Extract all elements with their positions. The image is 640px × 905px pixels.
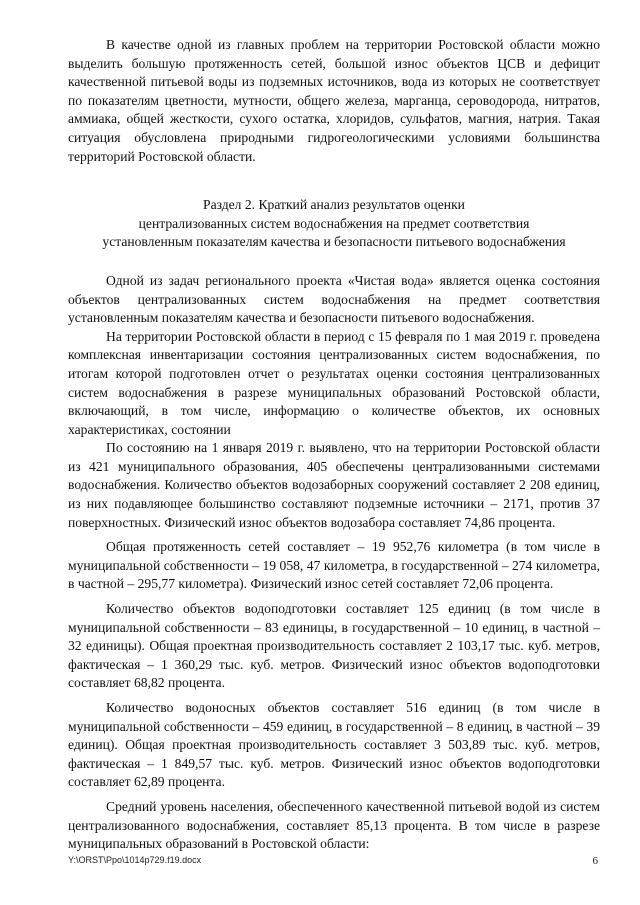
intro-paragraph: В качестве одной из главных проблем на территории Ростовской области можно выделить большую протяженность сетей, большой износ объектов ЦСВ и дефицит качественной питьевой воды из подземных источников, вода из которых не соответствует по показателям цветности, мутности, общего железа, марганца, сероводорода, нитратов, аммиака, общей жесткости, сухого остатка, хлоридов, сульфатов, магния, натрия. Такая ситуация обусловлена природными гидрогеологическими условиями большинства территорий Ростовской области. xyxy=(68,37,600,164)
document-page xyxy=(68,36,600,854)
paragraph-intake-objects: По состоянию на 1 января 2019 г. выявлено, что на территории Ростовской области из 421 муниципального образования, 405 обеспечены централизованными системами водоснабжения. Количество объектов водозаборных сооружений составляет 2 208 единиц, из них подавляющее большинство составляют подземные источники – 2171, против 37 поверхностных. Физический износ объектов водозабора составляет 74,86 процента. xyxy=(68,440,600,530)
paragraph-population-coverage: Средний уровень населения, обеспеченного качественной питьевой водой из систем централизованного водоснабжения, составляет 85,13 процента. В том числе в разрезе муниципальных образований в Ростовской области: xyxy=(68,798,600,852)
paragraph-inventory: На территории Ростовской области в период с 15 февраля по 1 мая 2019 г. проведена комплексная инвентаризации состояния централизованных систем водоснабжения, по итогам которой подготовлен отчет о результатах оценки состояния централизованных систем водоснабжения в разрезе муниципальных образований Ростовской области, включающий, в том числе, информацию о количестве объектов, их основных характеристиках, состоянии xyxy=(68,328,600,437)
section-heading xyxy=(68,196,600,252)
section-heading-line-3: установленным показателям качества и безопасности питьевого водоснабжения xyxy=(102,234,566,250)
paragraph-network-length: Общая протяженность сетей составляет – 19 952,76 километра (в том числе в муниципальной собственности – 19 058, 47 километра, в государственной – 274 километра, в частной – 295,77 километра). Физический износ сетей составляет 72,06 процента. xyxy=(68,539,600,592)
paragraph-task: Одной из задач регионального проекта «Чистая вода» является оценка состояния объектов централизованных систем водоснабжения на предмет соответствия установленным показателям качества и безопасности питьевого водоснабжения. xyxy=(68,272,600,326)
footer-file-path: Y:\ORST\Ppo\1014p729.f19.docx xyxy=(68,855,202,865)
section-heading-line-1: Раздел 2. Краткий анализ результатов оценки xyxy=(203,197,465,213)
paragraph-aquifer-objects: Количество водоносных объектов составляет 516 единиц (в том числе в муниципальной собственности – 459 единиц, в государственной – 8 единиц, в частной – 39 единиц). Общая проектная производительность составляет 3 503,89 тыс. куб. метров, фактическая – 1 849,57 тыс. куб. метров. Физический износ объектов водоподготовки составляет 62,89 процента. xyxy=(68,700,600,790)
paragraph-treatment-objects: Количество объектов водоподготовки составляет 125 единиц (в том числе в муниципальной собственности – 83 единицы, в государственной – 10 единиц, в частной – 32 единицы). Общая проектная производительность составляет 2 103,17 тыс. куб. метров, фактическая – 1 360,29 тыс. куб. метров. Физический износ объектов водоподготовки составляет 68,82 процента. xyxy=(68,601,600,691)
footer-page-number: 6 xyxy=(592,855,598,867)
section-heading-line-2: централизованных систем водоснабжения на предмет соответствия xyxy=(138,215,530,231)
